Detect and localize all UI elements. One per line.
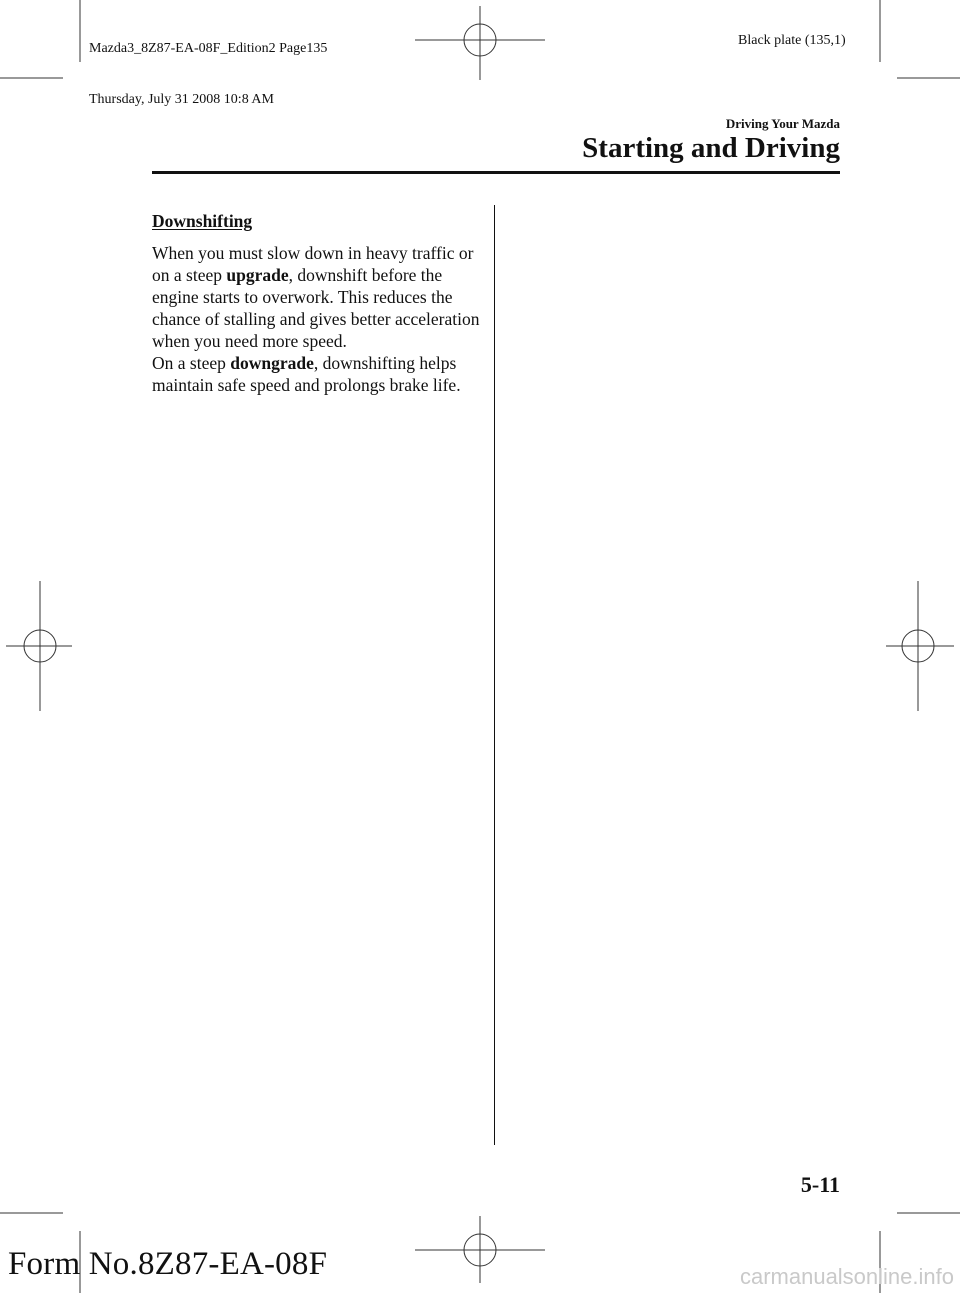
p2-text-c: , downshifting helps maintain safe speed and prolongs brake life. [152,353,461,395]
section-title: Starting and Driving [582,132,840,164]
paragraph-downgrade [152,352,482,396]
registration-target-left [6,581,72,711]
form-number: Form No.8Z87-EA-08F [8,1246,328,1282]
print-slug [89,6,327,125]
term-upgrade: upgrade [226,265,289,285]
paragraph-upgrade [152,242,482,352]
page-number: 5-11 [800,1172,840,1197]
p1-text-a: When you must slow down in heavy traffic or on a steep [152,243,474,285]
black-plate-label: Black plate (135,1) [738,33,846,48]
column-divider [494,205,495,1145]
registration-target-top [415,6,545,80]
slug-line-2: Thursday, July 31 2008 10:8 AM [89,92,274,107]
term-downgrade: downgrade [230,353,314,373]
left-column [152,210,482,396]
header-rule [152,171,840,174]
registration-target-right [886,581,954,711]
slug-line-1: Mazda3_8Z87-EA-08F_Edition2 Page135 [89,41,328,56]
registration-target-bottom [415,1216,545,1283]
chapter-label: Driving Your Mazda [725,116,840,131]
p1-text-c: , downshift before the engine starts to overwork. This reduces the chance of stalling and gives better acceleration when you need more speed. [152,265,480,351]
subsection-heading: Downshifting [152,211,253,231]
p2-text-a: On a steep [152,353,231,373]
watermark-text: carmanualsonline.info [739,1264,954,1289]
